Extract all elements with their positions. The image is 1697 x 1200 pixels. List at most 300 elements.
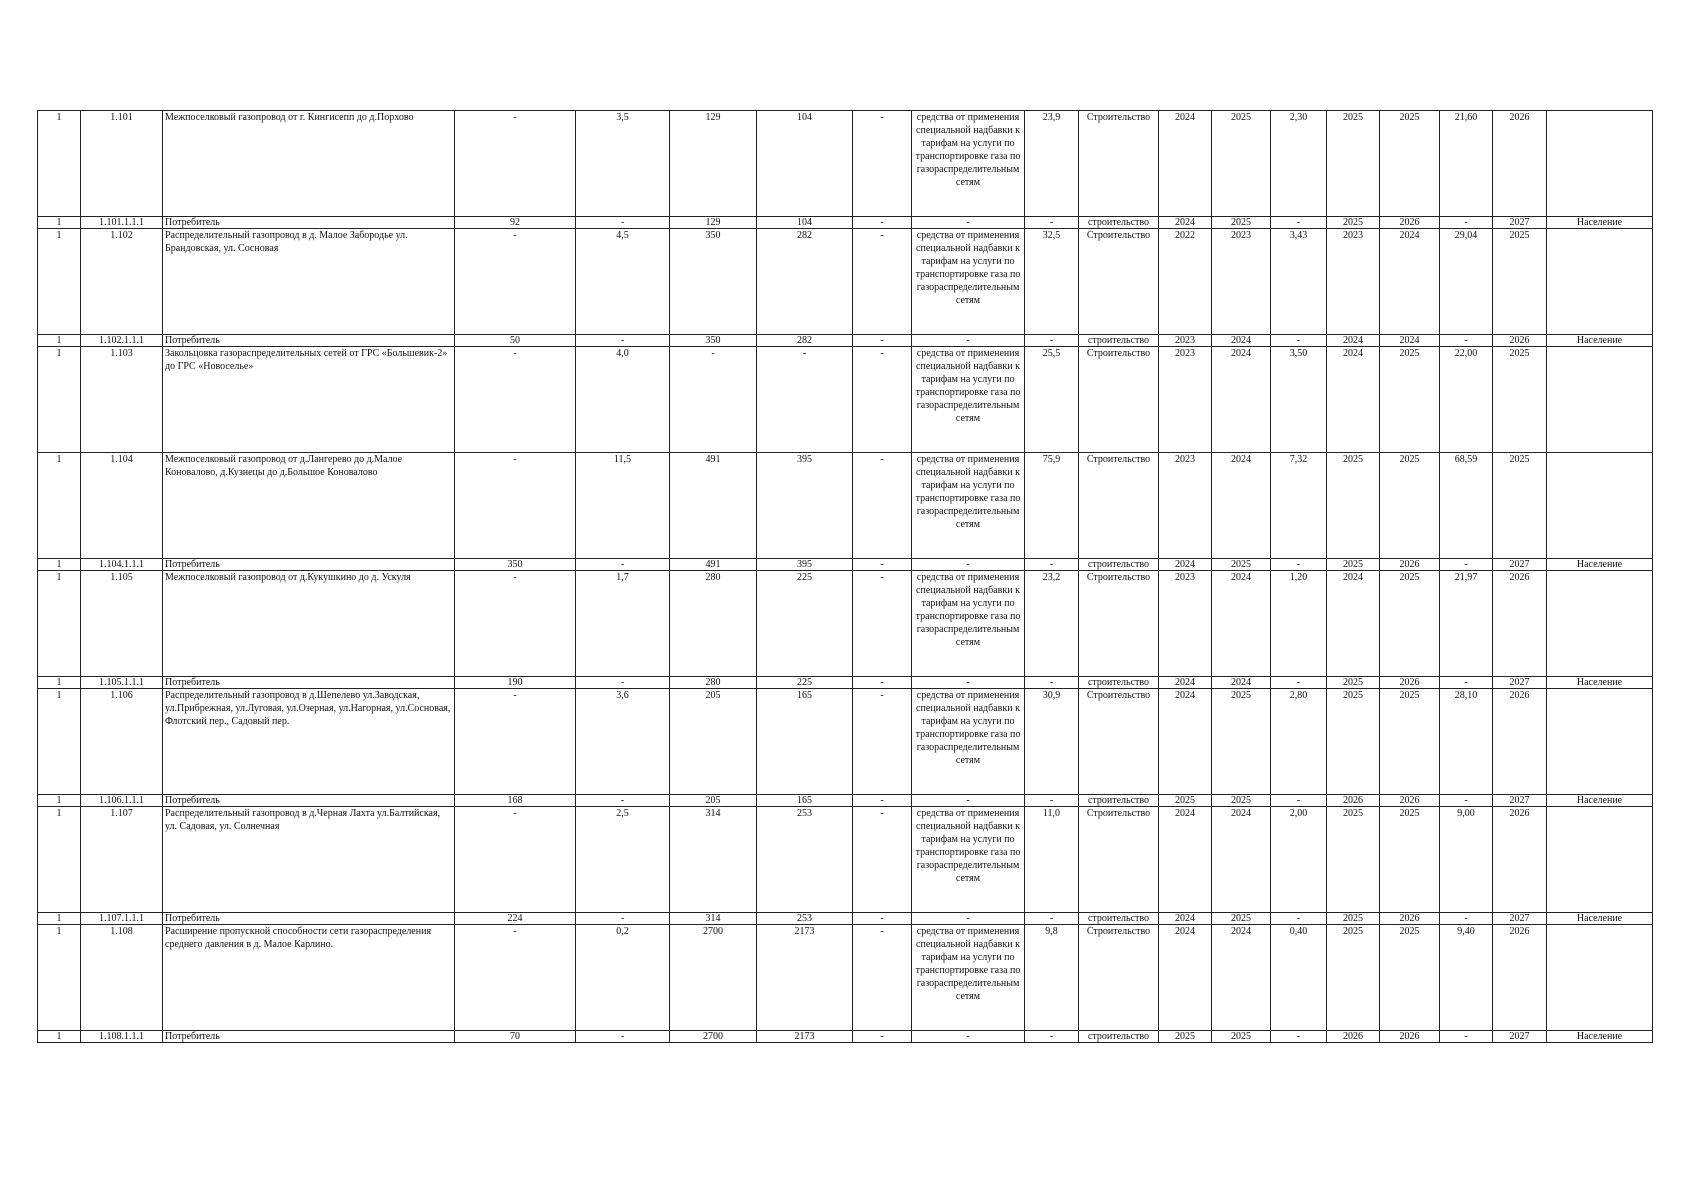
consumers-count-cell: - bbox=[455, 689, 576, 795]
launch-year-cell: 2026 bbox=[1493, 111, 1547, 217]
cost-b-cell: 282 bbox=[757, 229, 853, 335]
length-km-cell: 2,5 bbox=[576, 807, 670, 913]
consumer-row bbox=[38, 795, 1653, 807]
design-cost-cell: - bbox=[1271, 913, 1327, 925]
object-name-cell: Закольцовка газораспределительных сетей от ГРС «Большевик-2» до ГРС «Новоселье» bbox=[163, 347, 455, 453]
cost-b-cell: 104 bbox=[757, 111, 853, 217]
work-type-cell: Строительство bbox=[1079, 453, 1159, 559]
design-cost-cell: 3,43 bbox=[1271, 229, 1327, 335]
consumers-count-cell: 190 bbox=[455, 677, 576, 689]
design-end-cell: 2025 bbox=[1212, 217, 1271, 229]
cost-a-cell: 491 bbox=[670, 559, 757, 571]
work-type-cell: Строительство bbox=[1079, 571, 1159, 677]
funding-source-cell: - bbox=[912, 335, 1025, 347]
consumer-category-cell bbox=[1547, 347, 1653, 453]
work-type-cell: Строительство bbox=[1079, 689, 1159, 795]
design-cost-cell: 7,32 bbox=[1271, 453, 1327, 559]
design-start-cell: 2023 bbox=[1159, 335, 1212, 347]
design-start-cell: 2024 bbox=[1159, 111, 1212, 217]
consumer-category-cell: Население bbox=[1547, 335, 1653, 347]
object-name-cell: Потребитель bbox=[163, 677, 455, 689]
cost-b-cell: 225 bbox=[757, 571, 853, 677]
build-end-cell: 2024 bbox=[1380, 229, 1440, 335]
design-cost-cell: - bbox=[1271, 559, 1327, 571]
design-start-cell: 2022 bbox=[1159, 229, 1212, 335]
object-row bbox=[38, 111, 1653, 217]
build-end-cell: 2024 bbox=[1380, 335, 1440, 347]
design-end-cell: 2024 bbox=[1212, 335, 1271, 347]
build-start-cell: 2024 bbox=[1327, 347, 1380, 453]
cost-b-cell: 104 bbox=[757, 217, 853, 229]
build-start-cell: 2024 bbox=[1327, 571, 1380, 677]
object-code-cell: 1.106 bbox=[81, 689, 163, 795]
design-start-cell: 2025 bbox=[1159, 795, 1212, 807]
cost-a-cell: 350 bbox=[670, 229, 757, 335]
build-end-cell: 2025 bbox=[1380, 807, 1440, 913]
cost-b-cell: 395 bbox=[757, 453, 853, 559]
build-start-cell: 2025 bbox=[1327, 111, 1380, 217]
length-km-cell: 3,6 bbox=[576, 689, 670, 795]
work-type-cell: строительство bbox=[1079, 217, 1159, 229]
consumer-row bbox=[38, 217, 1653, 229]
build-cost-cell: - bbox=[1440, 217, 1493, 229]
build-start-cell: 2025 bbox=[1327, 925, 1380, 1031]
build-cost-cell: 9,40 bbox=[1440, 925, 1493, 1031]
launch-year-cell: 2027 bbox=[1493, 559, 1547, 571]
design-start-cell: 2024 bbox=[1159, 559, 1212, 571]
build-start-cell: 2024 bbox=[1327, 335, 1380, 347]
design-start-cell: 2023 bbox=[1159, 347, 1212, 453]
consumers-count-cell: - bbox=[455, 571, 576, 677]
object-name-cell: Расширение пропускной способности сети газораспределения среднего давления в д. Малое Карлино. bbox=[163, 925, 455, 1031]
design-cost-cell: - bbox=[1271, 1031, 1327, 1043]
work-type-cell: Строительство bbox=[1079, 807, 1159, 913]
design-cost-cell: 0,40 bbox=[1271, 925, 1327, 1031]
extra-cell: - bbox=[853, 913, 912, 925]
build-end-cell: 2026 bbox=[1380, 1031, 1440, 1043]
design-cost-cell: 2,80 bbox=[1271, 689, 1327, 795]
consumer-category-cell bbox=[1547, 689, 1653, 795]
section-number-cell: 1 bbox=[38, 111, 81, 217]
object-name-cell: Потребитель bbox=[163, 795, 455, 807]
design-end-cell: 2025 bbox=[1212, 1031, 1271, 1043]
total-cost-cell: 9,8 bbox=[1025, 925, 1079, 1031]
cost-a-cell: - bbox=[670, 347, 757, 453]
build-cost-cell: - bbox=[1440, 795, 1493, 807]
build-start-cell: 2023 bbox=[1327, 229, 1380, 335]
design-cost-cell: 1,20 bbox=[1271, 571, 1327, 677]
object-name-cell: Распределительный газопровод в д.Черная Лахта ул.Балтийская, ул. Садовая, ул. Солнечная bbox=[163, 807, 455, 913]
consumer-row bbox=[38, 559, 1653, 571]
consumer-category-cell bbox=[1547, 229, 1653, 335]
build-start-cell: 2025 bbox=[1327, 807, 1380, 913]
object-row bbox=[38, 807, 1653, 913]
build-cost-cell: - bbox=[1440, 335, 1493, 347]
object-row bbox=[38, 925, 1653, 1031]
funding-source-cell: - bbox=[912, 913, 1025, 925]
length-km-cell: 4,5 bbox=[576, 229, 670, 335]
build-cost-cell: 21,60 bbox=[1440, 111, 1493, 217]
total-cost-cell: - bbox=[1025, 1031, 1079, 1043]
consumer-category-cell: Население bbox=[1547, 559, 1653, 571]
design-end-cell: 2025 bbox=[1212, 689, 1271, 795]
launch-year-cell: 2025 bbox=[1493, 347, 1547, 453]
funding-source-cell: средства от применения специальной надбавки к тарифам на услуги по транспортировке газа по газораспределительным сетям bbox=[912, 689, 1025, 795]
design-cost-cell: - bbox=[1271, 217, 1327, 229]
cost-b-cell: 253 bbox=[757, 807, 853, 913]
work-type-cell: строительство bbox=[1079, 913, 1159, 925]
length-km-cell: 0,2 bbox=[576, 925, 670, 1031]
table-body bbox=[38, 111, 1653, 1043]
consumer-category-cell bbox=[1547, 807, 1653, 913]
design-start-cell: 2025 bbox=[1159, 1031, 1212, 1043]
consumers-count-cell: 50 bbox=[455, 335, 576, 347]
object-code-cell: 1.103 bbox=[81, 347, 163, 453]
section-number-cell: 1 bbox=[38, 1031, 81, 1043]
build-cost-cell: 28,10 bbox=[1440, 689, 1493, 795]
object-row bbox=[38, 453, 1653, 559]
work-type-cell: Строительство bbox=[1079, 925, 1159, 1031]
cost-b-cell: 165 bbox=[757, 795, 853, 807]
build-end-cell: 2025 bbox=[1380, 925, 1440, 1031]
section-number-cell: 1 bbox=[38, 217, 81, 229]
consumer-category-cell: Население bbox=[1547, 795, 1653, 807]
design-end-cell: 2025 bbox=[1212, 913, 1271, 925]
launch-year-cell: 2027 bbox=[1493, 913, 1547, 925]
total-cost-cell: - bbox=[1025, 217, 1079, 229]
total-cost-cell: - bbox=[1025, 913, 1079, 925]
length-km-cell: - bbox=[576, 559, 670, 571]
cost-a-cell: 2700 bbox=[670, 925, 757, 1031]
cost-b-cell: 395 bbox=[757, 559, 853, 571]
design-start-cell: 2024 bbox=[1159, 925, 1212, 1031]
build-end-cell: 2025 bbox=[1380, 347, 1440, 453]
build-cost-cell: 9,00 bbox=[1440, 807, 1493, 913]
section-number-cell: 1 bbox=[38, 571, 81, 677]
launch-year-cell: 2027 bbox=[1493, 677, 1547, 689]
consumer-category-cell: Население bbox=[1547, 1031, 1653, 1043]
object-code-cell: 1.104 bbox=[81, 453, 163, 559]
object-name-cell: Межпоселковый газопровод от г. Кингисепп до д.Порхово bbox=[163, 111, 455, 217]
build-end-cell: 2025 bbox=[1380, 689, 1440, 795]
extra-cell: - bbox=[853, 347, 912, 453]
section-number-cell: 1 bbox=[38, 335, 81, 347]
gasification-program-table bbox=[37, 110, 1653, 1043]
section-number-cell: 1 bbox=[38, 453, 81, 559]
cost-a-cell: 350 bbox=[670, 335, 757, 347]
cost-a-cell: 2700 bbox=[670, 1031, 757, 1043]
build-start-cell: 2025 bbox=[1327, 689, 1380, 795]
design-end-cell: 2025 bbox=[1212, 111, 1271, 217]
section-number-cell: 1 bbox=[38, 559, 81, 571]
build-end-cell: 2026 bbox=[1380, 677, 1440, 689]
object-code-cell: 1.108 bbox=[81, 925, 163, 1031]
launch-year-cell: 2027 bbox=[1493, 217, 1547, 229]
design-cost-cell: - bbox=[1271, 335, 1327, 347]
work-type-cell: строительство bbox=[1079, 795, 1159, 807]
consumer-category-cell: Население bbox=[1547, 217, 1653, 229]
work-type-cell: Строительство bbox=[1079, 347, 1159, 453]
funding-source-cell: средства от применения специальной надбавки к тарифам на услуги по транспортировке газа по газораспределительным сетям bbox=[912, 571, 1025, 677]
launch-year-cell: 2026 bbox=[1493, 689, 1547, 795]
total-cost-cell: - bbox=[1025, 677, 1079, 689]
total-cost-cell: - bbox=[1025, 559, 1079, 571]
object-code-cell: 1.101 bbox=[81, 111, 163, 217]
object-name-cell: Распределительный газопровод в д. Малое Забородье ул. Брандовская, ул. Сосновая bbox=[163, 229, 455, 335]
section-number-cell: 1 bbox=[38, 795, 81, 807]
length-km-cell: - bbox=[576, 795, 670, 807]
consumers-count-cell: - bbox=[455, 229, 576, 335]
cost-b-cell: - bbox=[757, 347, 853, 453]
design-end-cell: 2023 bbox=[1212, 229, 1271, 335]
consumers-count-cell: - bbox=[455, 925, 576, 1031]
consumer-category-cell bbox=[1547, 453, 1653, 559]
extra-cell: - bbox=[853, 689, 912, 795]
design-start-cell: 2024 bbox=[1159, 807, 1212, 913]
cost-a-cell: 314 bbox=[670, 807, 757, 913]
length-km-cell: - bbox=[576, 677, 670, 689]
work-type-cell: строительство bbox=[1079, 677, 1159, 689]
length-km-cell: - bbox=[576, 1031, 670, 1043]
build-start-cell: 2025 bbox=[1327, 677, 1380, 689]
consumers-count-cell: 168 bbox=[455, 795, 576, 807]
design-cost-cell: - bbox=[1271, 795, 1327, 807]
object-name-cell: Потребитель bbox=[163, 335, 455, 347]
object-name-cell: Потребитель bbox=[163, 1031, 455, 1043]
consumer-row bbox=[38, 335, 1653, 347]
build-start-cell: 2026 bbox=[1327, 1031, 1380, 1043]
build-end-cell: 2025 bbox=[1380, 571, 1440, 677]
consumers-count-cell: - bbox=[455, 347, 576, 453]
build-start-cell: 2025 bbox=[1327, 559, 1380, 571]
length-km-cell: 4,0 bbox=[576, 347, 670, 453]
cost-a-cell: 280 bbox=[670, 571, 757, 677]
build-cost-cell: 68,59 bbox=[1440, 453, 1493, 559]
length-km-cell: 11,5 bbox=[576, 453, 670, 559]
funding-source-cell: средства от применения специальной надбавки к тарифам на услуги по транспортировке газа по газораспределительным сетям bbox=[912, 807, 1025, 913]
build-cost-cell: - bbox=[1440, 677, 1493, 689]
total-cost-cell: - bbox=[1025, 795, 1079, 807]
object-code-cell: 1.104.1.1.1 bbox=[81, 559, 163, 571]
consumer-category-cell bbox=[1547, 925, 1653, 1031]
length-km-cell: - bbox=[576, 335, 670, 347]
total-cost-cell: 75,9 bbox=[1025, 453, 1079, 559]
total-cost-cell: 11,0 bbox=[1025, 807, 1079, 913]
build-start-cell: 2026 bbox=[1327, 795, 1380, 807]
design-start-cell: 2024 bbox=[1159, 217, 1212, 229]
design-cost-cell: 3,50 bbox=[1271, 347, 1327, 453]
build-end-cell: 2026 bbox=[1380, 795, 1440, 807]
cost-a-cell: 280 bbox=[670, 677, 757, 689]
total-cost-cell: 23,9 bbox=[1025, 111, 1079, 217]
build-start-cell: 2025 bbox=[1327, 913, 1380, 925]
length-km-cell: 3,5 bbox=[576, 111, 670, 217]
design-cost-cell: - bbox=[1271, 677, 1327, 689]
launch-year-cell: 2027 bbox=[1493, 1031, 1547, 1043]
funding-source-cell: средства от применения специальной надбавки к тарифам на услуги по транспортировке газа по газораспределительным сетям bbox=[912, 229, 1025, 335]
design-end-cell: 2024 bbox=[1212, 925, 1271, 1031]
funding-source-cell: - bbox=[912, 1031, 1025, 1043]
object-name-cell: Межпоселковый газопровод от д.Лангерево до д.Малое Коновалово, д.Кузнецы до д.Большое Коновалово bbox=[163, 453, 455, 559]
build-cost-cell: 21,97 bbox=[1440, 571, 1493, 677]
build-end-cell: 2025 bbox=[1380, 453, 1440, 559]
cost-a-cell: 129 bbox=[670, 217, 757, 229]
length-km-cell: - bbox=[576, 913, 670, 925]
length-km-cell: - bbox=[576, 217, 670, 229]
build-start-cell: 2025 bbox=[1327, 453, 1380, 559]
extra-cell: - bbox=[853, 571, 912, 677]
design-end-cell: 2024 bbox=[1212, 677, 1271, 689]
design-start-cell: 2023 bbox=[1159, 571, 1212, 677]
work-type-cell: строительство bbox=[1079, 335, 1159, 347]
build-cost-cell: 29,04 bbox=[1440, 229, 1493, 335]
consumers-count-cell: 224 bbox=[455, 913, 576, 925]
length-km-cell: 1,7 bbox=[576, 571, 670, 677]
object-row bbox=[38, 571, 1653, 677]
cost-b-cell: 2173 bbox=[757, 925, 853, 1031]
build-cost-cell: - bbox=[1440, 1031, 1493, 1043]
funding-source-cell: средства от применения специальной надбавки к тарифам на услуги по транспортировке газа по газораспределительным сетям bbox=[912, 111, 1025, 217]
section-number-cell: 1 bbox=[38, 229, 81, 335]
consumers-count-cell: 70 bbox=[455, 1031, 576, 1043]
design-start-cell: 2024 bbox=[1159, 689, 1212, 795]
total-cost-cell: - bbox=[1025, 335, 1079, 347]
design-end-cell: 2024 bbox=[1212, 807, 1271, 913]
object-code-cell: 1.107.1.1.1 bbox=[81, 913, 163, 925]
object-code-cell: 1.105.1.1.1 bbox=[81, 677, 163, 689]
section-number-cell: 1 bbox=[38, 913, 81, 925]
object-name-cell: Потребитель bbox=[163, 559, 455, 571]
extra-cell: - bbox=[853, 807, 912, 913]
cost-b-cell: 225 bbox=[757, 677, 853, 689]
build-cost-cell: - bbox=[1440, 913, 1493, 925]
object-name-cell: Потребитель bbox=[163, 217, 455, 229]
cost-b-cell: 2173 bbox=[757, 1031, 853, 1043]
cost-a-cell: 129 bbox=[670, 111, 757, 217]
funding-source-cell: средства от применения специальной надбавки к тарифам на услуги по транспортировке газа по газораспределительным сетям bbox=[912, 453, 1025, 559]
consumer-category-cell: Население bbox=[1547, 913, 1653, 925]
funding-source-cell: - bbox=[912, 795, 1025, 807]
cost-a-cell: 205 bbox=[670, 795, 757, 807]
cost-b-cell: 165 bbox=[757, 689, 853, 795]
consumer-category-cell bbox=[1547, 571, 1653, 677]
total-cost-cell: 25,5 bbox=[1025, 347, 1079, 453]
design-start-cell: 2024 bbox=[1159, 677, 1212, 689]
design-start-cell: 2023 bbox=[1159, 453, 1212, 559]
launch-year-cell: 2025 bbox=[1493, 229, 1547, 335]
work-type-cell: строительство bbox=[1079, 559, 1159, 571]
build-end-cell: 2026 bbox=[1380, 217, 1440, 229]
object-code-cell: 1.106.1.1.1 bbox=[81, 795, 163, 807]
object-code-cell: 1.102.1.1.1 bbox=[81, 335, 163, 347]
extra-cell: - bbox=[853, 559, 912, 571]
extra-cell: - bbox=[853, 1031, 912, 1043]
launch-year-cell: 2026 bbox=[1493, 807, 1547, 913]
design-end-cell: 2025 bbox=[1212, 795, 1271, 807]
consumers-count-cell: - bbox=[455, 807, 576, 913]
work-type-cell: Строительство bbox=[1079, 111, 1159, 217]
consumer-row bbox=[38, 677, 1653, 689]
extra-cell: - bbox=[853, 677, 912, 689]
consumer-category-cell: Население bbox=[1547, 677, 1653, 689]
funding-source-cell: - bbox=[912, 559, 1025, 571]
build-cost-cell: - bbox=[1440, 559, 1493, 571]
extra-cell: - bbox=[853, 217, 912, 229]
build-end-cell: 2026 bbox=[1380, 913, 1440, 925]
object-code-cell: 1.107 bbox=[81, 807, 163, 913]
work-type-cell: Строительство bbox=[1079, 229, 1159, 335]
extra-cell: - bbox=[853, 111, 912, 217]
section-number-cell: 1 bbox=[38, 807, 81, 913]
design-end-cell: 2025 bbox=[1212, 559, 1271, 571]
launch-year-cell: 2026 bbox=[1493, 335, 1547, 347]
cost-a-cell: 314 bbox=[670, 913, 757, 925]
total-cost-cell: 32,5 bbox=[1025, 229, 1079, 335]
launch-year-cell: 2026 bbox=[1493, 925, 1547, 1031]
extra-cell: - bbox=[853, 229, 912, 335]
object-name-cell: Межпоселковый газопровод от д.Кукушкино до д. Ускуля bbox=[163, 571, 455, 677]
funding-source-cell: средства от применения специальной надбавки к тарифам на услуги по транспортировке газа по газораспределительным сетям bbox=[912, 925, 1025, 1031]
section-number-cell: 1 bbox=[38, 347, 81, 453]
consumer-row bbox=[38, 913, 1653, 925]
launch-year-cell: 2026 bbox=[1493, 571, 1547, 677]
object-code-cell: 1.108.1.1.1 bbox=[81, 1031, 163, 1043]
extra-cell: - bbox=[853, 795, 912, 807]
consumers-count-cell: 350 bbox=[455, 559, 576, 571]
design-cost-cell: 2,00 bbox=[1271, 807, 1327, 913]
object-code-cell: 1.101.1.1.1 bbox=[81, 217, 163, 229]
funding-source-cell: средства от применения специальной надбавки к тарифам на услуги по транспортировке газа по газораспределительным сетям bbox=[912, 347, 1025, 453]
launch-year-cell: 2027 bbox=[1493, 795, 1547, 807]
object-name-cell: Распределительный газопровод в д.Шепелево ул.Заводская, ул.Прибрежная, ул.Луговая, ул.Озерная, ул.Нагорная, ул.Сосновая, Флотский пер., Садовый пер. bbox=[163, 689, 455, 795]
object-row bbox=[38, 689, 1653, 795]
object-row bbox=[38, 347, 1653, 453]
total-cost-cell: 23,2 bbox=[1025, 571, 1079, 677]
cost-a-cell: 491 bbox=[670, 453, 757, 559]
cost-a-cell: 205 bbox=[670, 689, 757, 795]
cost-b-cell: 282 bbox=[757, 335, 853, 347]
design-cost-cell: 2,30 bbox=[1271, 111, 1327, 217]
extra-cell: - bbox=[853, 453, 912, 559]
build-cost-cell: 22,00 bbox=[1440, 347, 1493, 453]
design-start-cell: 2024 bbox=[1159, 913, 1212, 925]
funding-source-cell: - bbox=[912, 217, 1025, 229]
launch-year-cell: 2025 bbox=[1493, 453, 1547, 559]
build-start-cell: 2025 bbox=[1327, 217, 1380, 229]
section-number-cell: 1 bbox=[38, 689, 81, 795]
consumer-row bbox=[38, 1031, 1653, 1043]
build-end-cell: 2026 bbox=[1380, 559, 1440, 571]
work-type-cell: строительство bbox=[1079, 1031, 1159, 1043]
build-end-cell: 2025 bbox=[1380, 111, 1440, 217]
object-code-cell: 1.105 bbox=[81, 571, 163, 677]
object-code-cell: 1.102 bbox=[81, 229, 163, 335]
object-name-cell: Потребитель bbox=[163, 913, 455, 925]
consumer-category-cell bbox=[1547, 111, 1653, 217]
cost-b-cell: 253 bbox=[757, 913, 853, 925]
object-row bbox=[38, 229, 1653, 335]
design-end-cell: 2024 bbox=[1212, 347, 1271, 453]
section-number-cell: 1 bbox=[38, 677, 81, 689]
consumers-count-cell: 92 bbox=[455, 217, 576, 229]
total-cost-cell: 30,9 bbox=[1025, 689, 1079, 795]
consumers-count-cell: - bbox=[455, 111, 576, 217]
design-end-cell: 2024 bbox=[1212, 571, 1271, 677]
design-end-cell: 2024 bbox=[1212, 453, 1271, 559]
extra-cell: - bbox=[853, 925, 912, 1031]
consumers-count-cell: - bbox=[455, 453, 576, 559]
section-number-cell: 1 bbox=[38, 925, 81, 1031]
